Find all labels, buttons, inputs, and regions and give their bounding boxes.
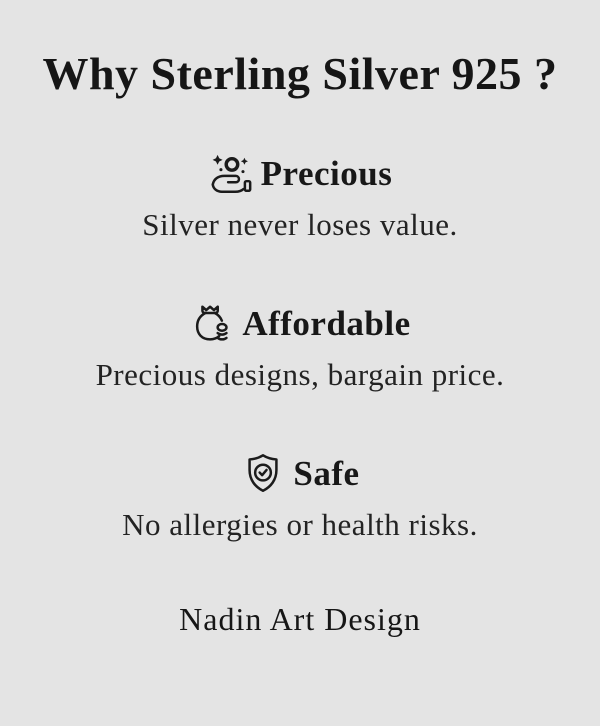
section-affordable xyxy=(96,301,505,393)
section-precious-description: Silver never loses value. xyxy=(142,206,458,242)
shield-check-icon xyxy=(240,451,286,497)
section-affordable-heading: Affordable xyxy=(242,303,411,343)
section-safe xyxy=(122,451,478,543)
hand-holding-gem-icon xyxy=(208,151,254,197)
section-precious-heading: Precious xyxy=(260,153,393,193)
section-safe-heading-row xyxy=(122,451,478,497)
section-affordable-heading-row xyxy=(96,301,505,347)
brand-name: Nadin Art Design xyxy=(179,600,421,637)
section-safe-description: No allergies or health risks. xyxy=(122,506,478,542)
section-affordable-description: Precious designs, bargain price. xyxy=(95,356,505,392)
money-bag-coins-icon xyxy=(189,301,235,347)
section-safe-heading: Safe xyxy=(293,453,360,493)
section-precious-heading-row xyxy=(142,151,458,197)
section-precious xyxy=(142,151,458,243)
page-title: Why Sterling Silver 925 ? xyxy=(42,48,558,99)
